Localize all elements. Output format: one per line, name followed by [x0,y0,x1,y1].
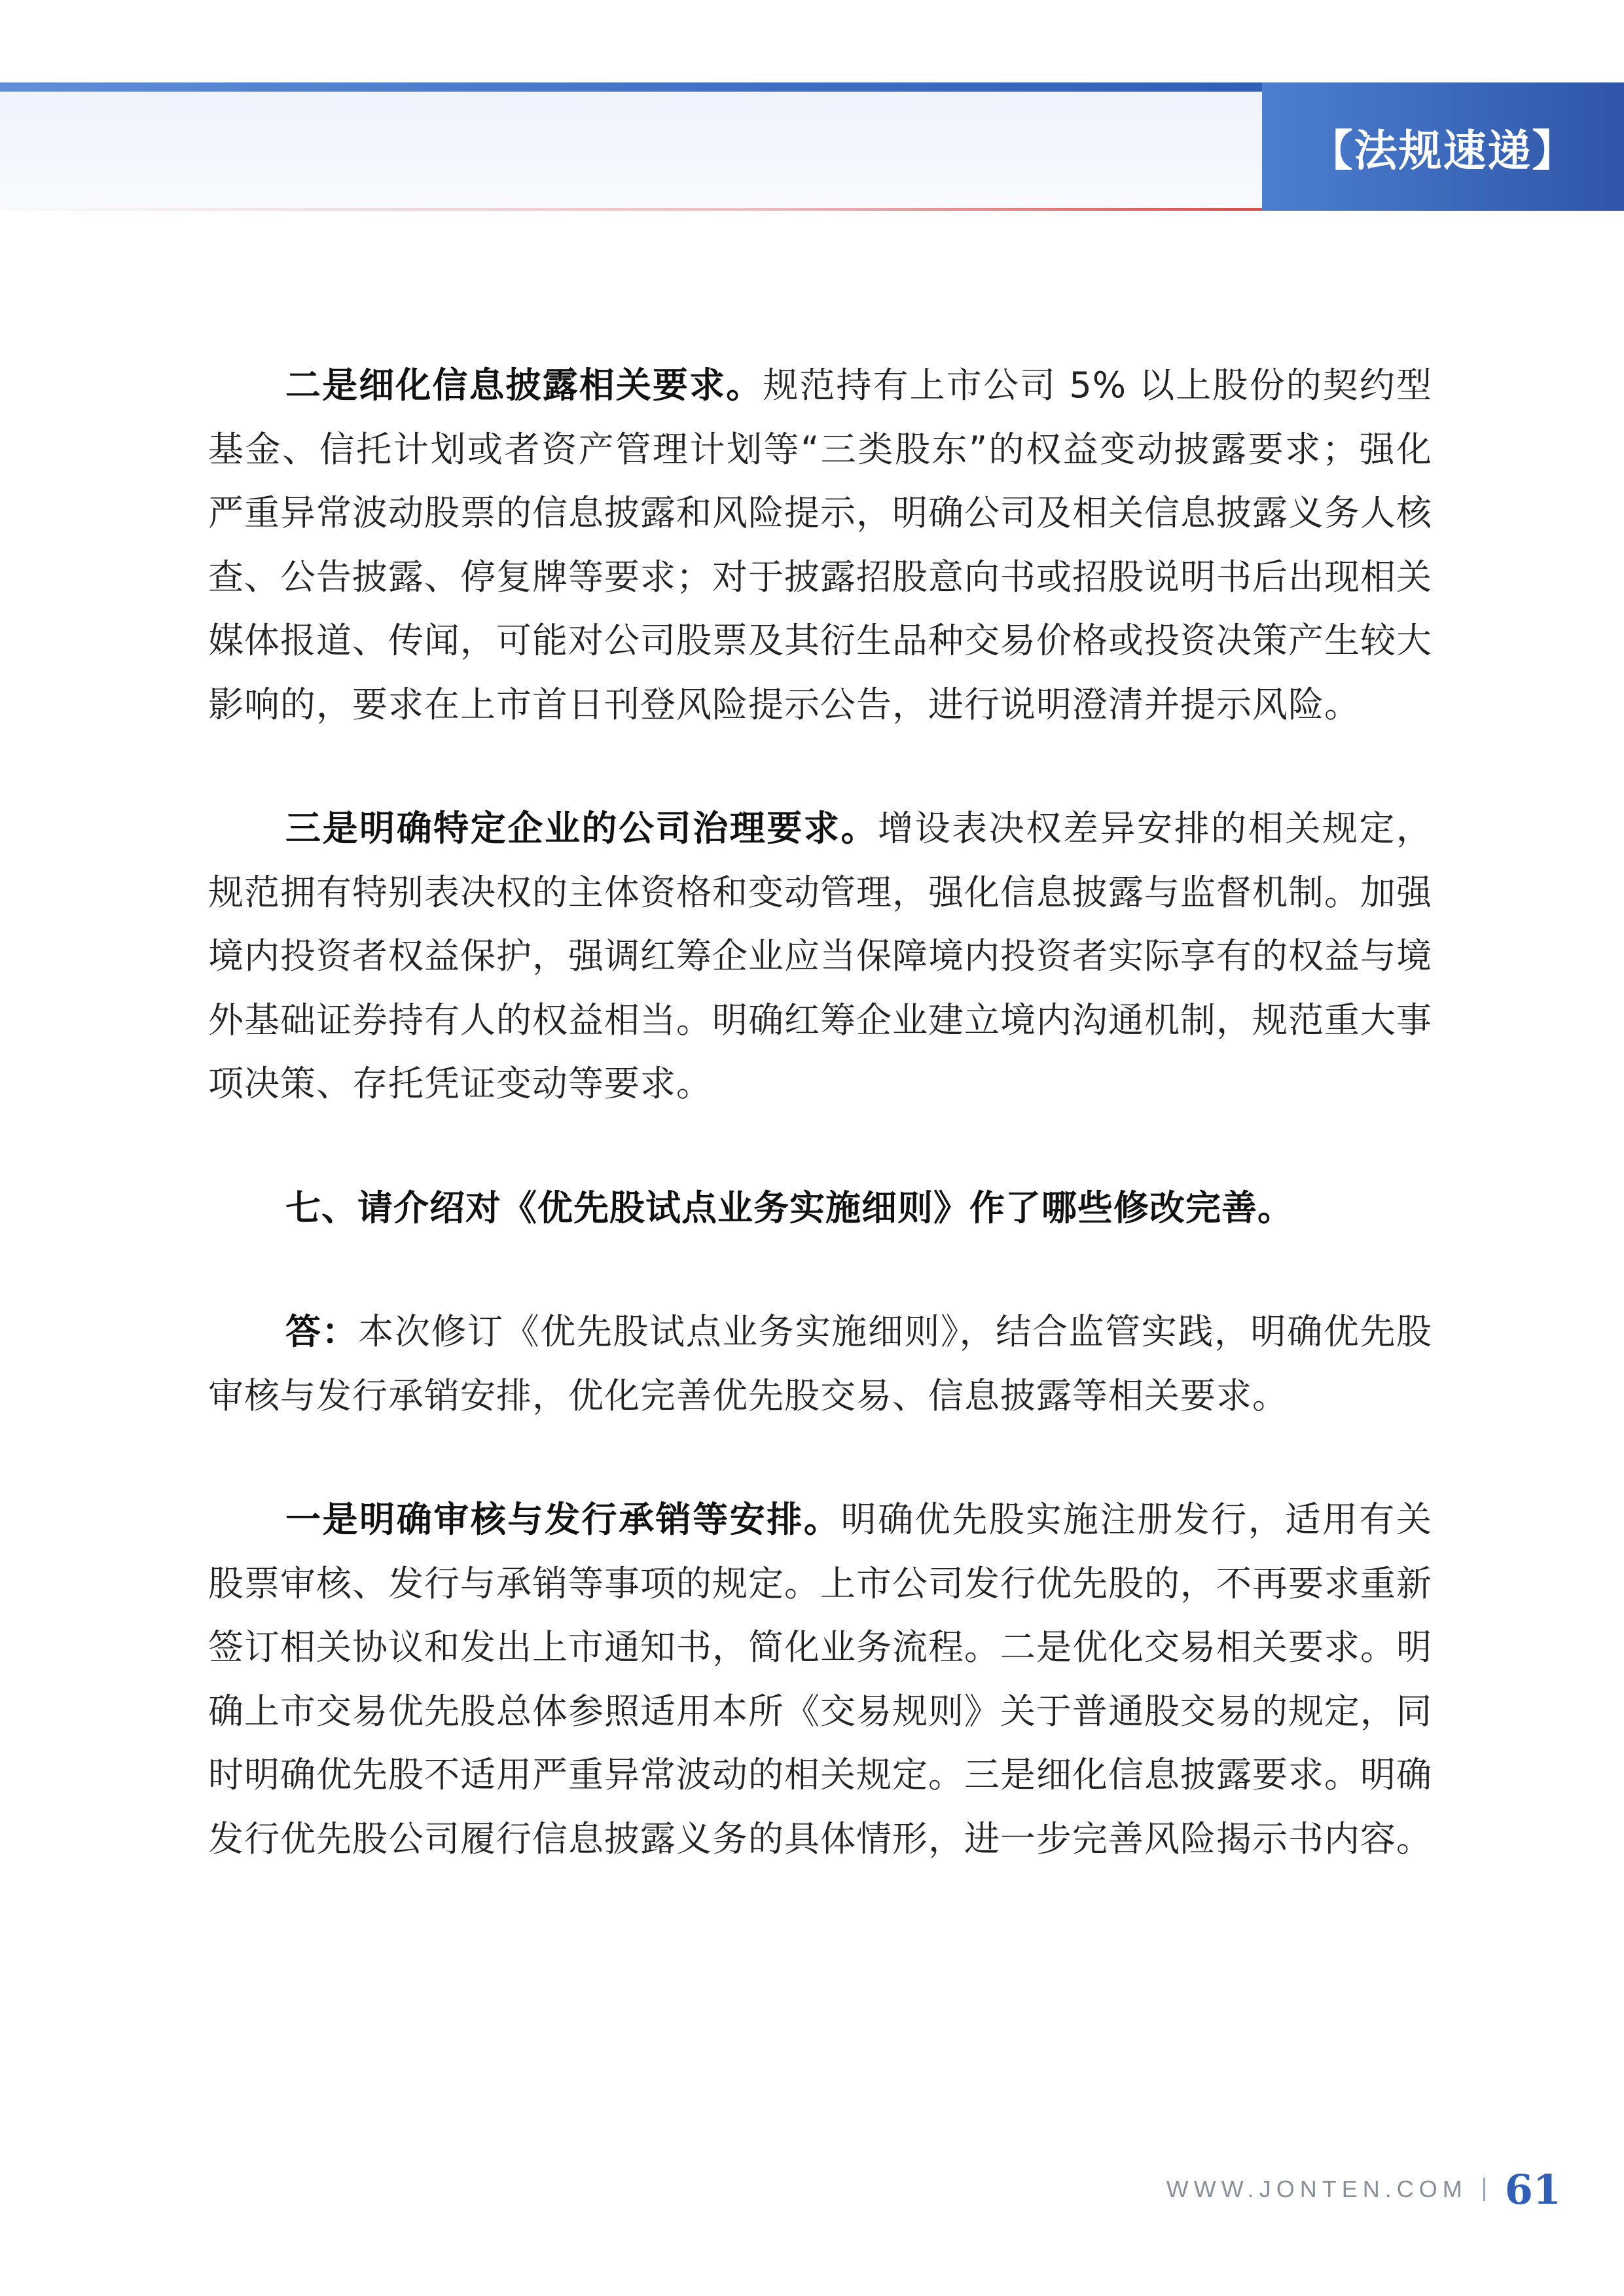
answer-label: 答： [285,1311,359,1352]
article-body [208,353,1432,1871]
header-bottom-rule [0,208,1262,211]
footer-divider [1483,2178,1485,2201]
paragraph-text: 本次修订《优先股试点业务实施细则》，结合监管实践，明确优先股审核与发行承销安排，优化完善优先股交易、信息披露等相关要求。 [208,1311,1433,1416]
section-tag-label: 【法规速递】 [1309,124,1577,176]
section-tag [1262,82,1624,211]
question-text: 七、请介绍对《优先股试点业务实施细则》作了哪些修改完善。 [285,1187,1293,1229]
page-footer [1166,2166,1561,2212]
question-heading [208,1176,1432,1240]
paragraph-text: 明确优先股实施注册发行，适用有关股票审核、发行与承销等事项的规定。上市公司发行优先股的，不再要求重新签订相关协议和发出上市通知书，简化业务流程。二是优化交易相关要求。明确上市交易优先股总体参照适用本所《交易规则》关于普通股交易的规定，同时明确优先股不适用严重异常波动的相关规定。三是细化信息披露要求。明确发行优先股公司履行信息披露义务的具体情形，进一步完善风险揭示书内容。 [208,1499,1432,1859]
paragraph-governance [208,797,1432,1116]
paragraph-text: 规范持有上市公司 5% 以上股份的契约型基金、信托计划或者资产管理计划等“三类股东”的权益变动披露要求；强化严重异常波动股票的信息披露和风险提示，明确公司及相关信息披露义务人核查、公告披露、停复牌等要求；对于披露招股意向书或招股说明书后出现相关媒体报道、传闻，可能对公司股票及其衍生品种交易价格或投资决策产生较大影响的，要求在上市首日刊登风险提示公告，进行说明澄清并提示风险。 [208,365,1433,725]
paragraph-lead: 一是明确审核与发行承销等安排。 [285,1499,841,1540]
header-top-rule [0,82,1262,92]
header-band [0,82,1262,211]
paragraph-review-issuance [208,1488,1432,1871]
website-link[interactable]: WWW.JONTEN.COM [1166,2176,1468,2202]
paragraph-text: 增设表决权差异安排的相关规定，规范拥有特别表决权的主体资格和变动管理，强化信息披露与监督机制。加强境内投资者权益保护，强调红筹企业应当保障境内投资者实际享有的权益与境外基础证券持有人的权益相当。明确红筹企业建立境内沟通机制，规范重大事项决策、存托凭证变动等要求。 [208,808,1433,1104]
paragraph-disclosure [208,353,1432,736]
paragraph-lead: 三是明确特定企业的公司治理要求。 [285,808,878,849]
page-number: 61 [1504,2165,1561,2214]
answer-paragraph [208,1300,1432,1427]
paragraph-lead: 二是细化信息披露相关要求。 [285,365,763,406]
